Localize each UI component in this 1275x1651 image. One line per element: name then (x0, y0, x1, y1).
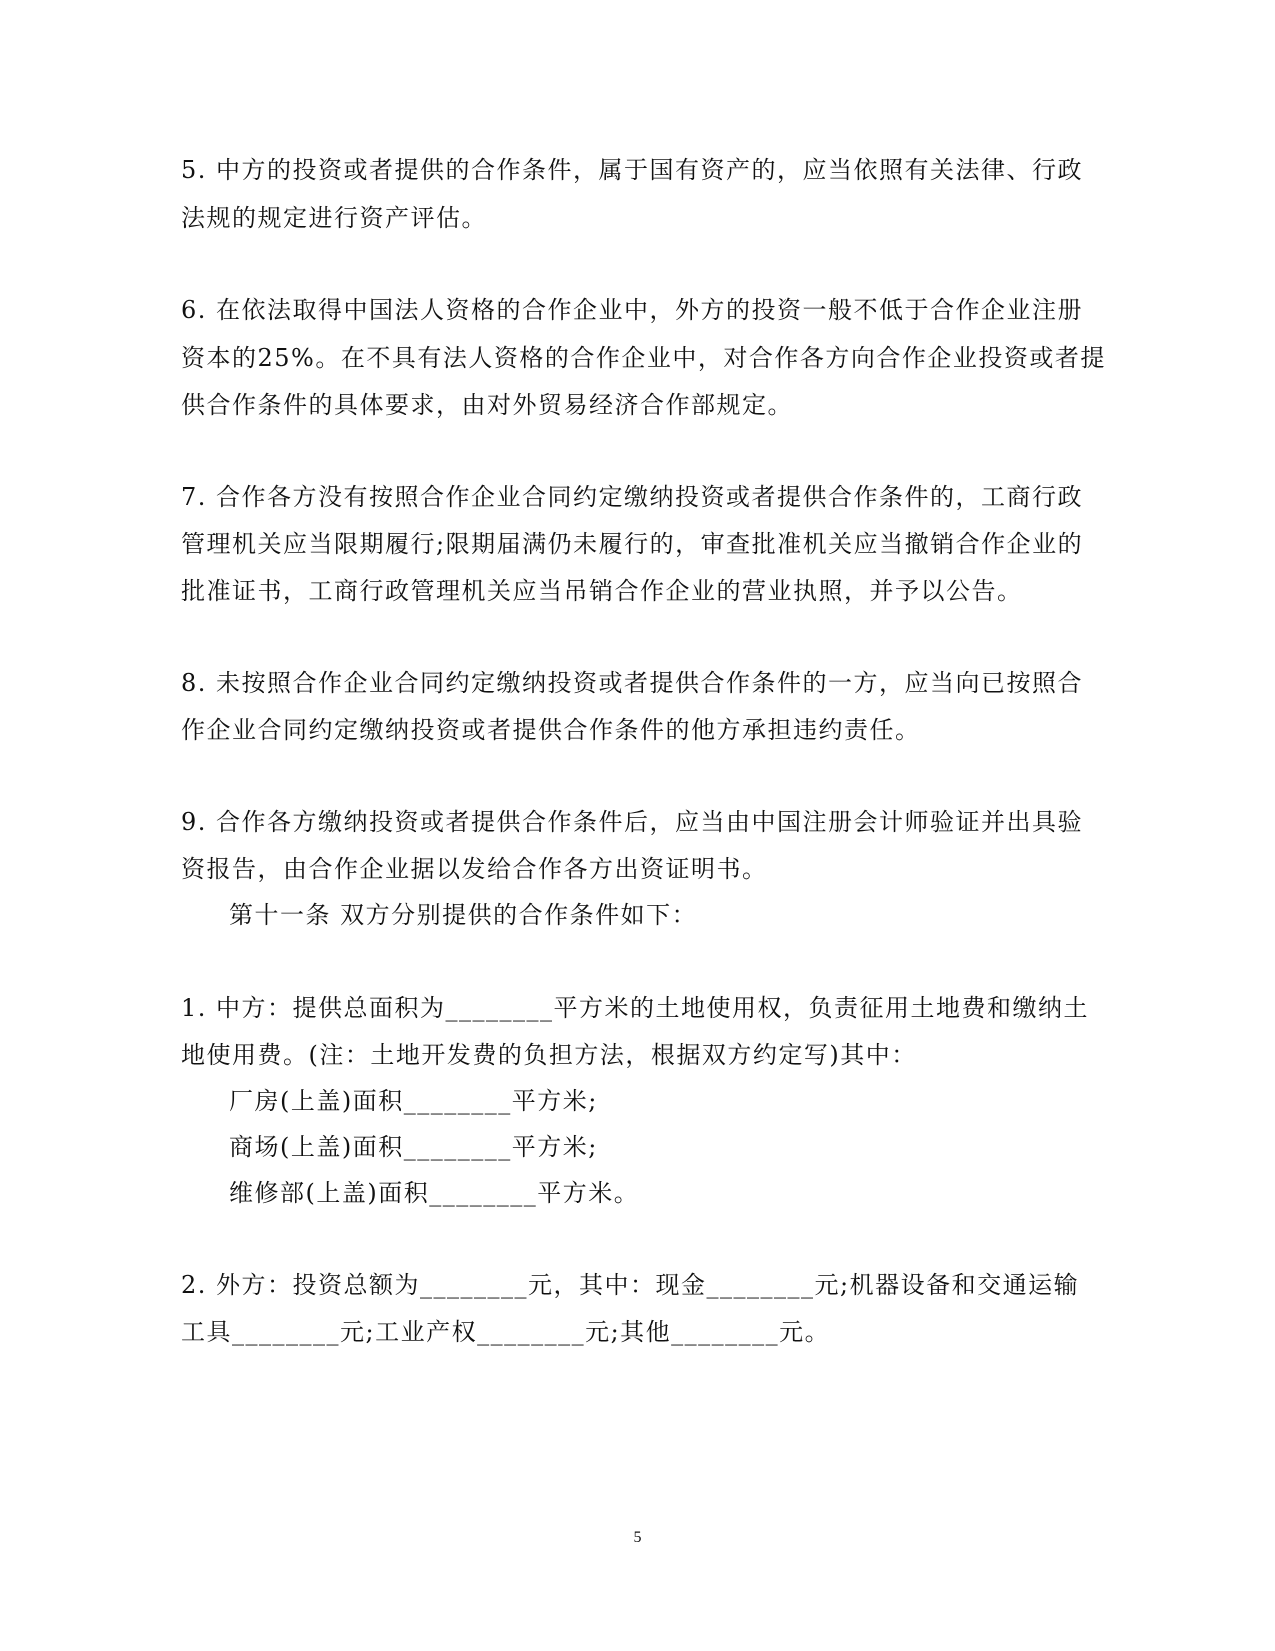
paragraph-9-line-1: 9. 合作各方缴纳投资或者提供合作条件后，应当由中国注册会计师验证并出具验 (181, 808, 1084, 836)
paragraph-9-line-2: 资报告，由合作企业据以发给合作各方出资证明书。 (181, 855, 768, 883)
paragraph-8-line-1: 8. 未按照合作企业合同约定缴纳投资或者提供合作条件的一方，应当向已按照合 (181, 669, 1084, 697)
item-1-repair-area: 维修部(上盖)面积________平方米。 (229, 1179, 640, 1207)
paragraph-6-line-3: 供合作条件的具体要求，由对外贸易经济合作部规定。 (181, 391, 793, 419)
item-2-line-2: 工具________元;工业产权________元;其他________元。 (181, 1318, 831, 1346)
paragraph-6-line-2: 资本的25%。在不具有法人资格的合作企业中，对合作各方向合作企业投资或者提 (181, 344, 1106, 372)
paragraph-7-line-2: 管理机关应当限期履行;限期届满仍未履行的，审查批准机关应当撤销合作企业的 (181, 530, 1084, 558)
item-1-line-1: 1. 中方：提供总面积为________平方米的土地使用权，负责征用土地费和缴纳土 (181, 994, 1090, 1022)
paragraph-7-line-1: 7. 合作各方没有按照合作企业合同约定缴纳投资或者提供合作条件的，工商行政 (181, 483, 1084, 511)
item-1-mall-area: 商场(上盖)面积________平方米; (229, 1133, 598, 1161)
paragraph-5-line-2: 法规的规定进行资产评估。 (181, 204, 487, 232)
paragraph-8-line-2: 作企业合同约定缴纳投资或者提供合作条件的他方承担违约责任。 (181, 716, 921, 744)
article-11-heading: 第十一条 双方分别提供的合作条件如下： (229, 901, 698, 929)
paragraph-6-line-1: 6. 在依法取得中国法人资格的合作企业中，外方的投资一般不低于合作企业注册 (181, 296, 1084, 324)
paragraph-7-line-3: 批准证书，工商行政管理机关应当吊销合作企业的营业执照，并予以公告。 (181, 577, 1023, 605)
paragraph-5-line-1: 5. 中方的投资或者提供的合作条件，属于国有资产的，应当依照有关法律、行政 (181, 156, 1084, 184)
item-1-factory-area: 厂房(上盖)面积________平方米; (229, 1087, 598, 1115)
item-2-line-1: 2. 外方：投资总额为________元，其中：现金________元;机器设备和交通运输 (181, 1271, 1080, 1299)
item-1-line-2: 地使用费。(注：土地开发费的负担方法，根据双方约定写)其中： (181, 1041, 917, 1069)
page-number: 5 (633, 1529, 642, 1546)
